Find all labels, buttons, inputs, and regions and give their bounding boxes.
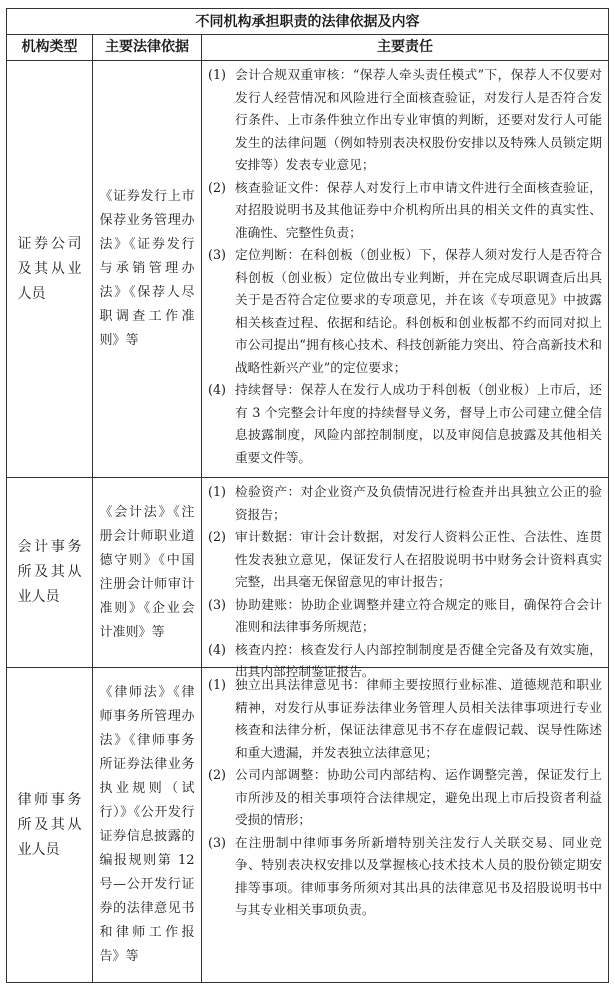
responsibility-item: (2) 核查验证文件：保荐人对发行上市申请文件进行全面核查验证，对招股说明书及其他证券中介机构所出具的相关文件的真实性、准确性、完整性负责； [208, 179, 602, 240]
responsibility-cell [202, 674, 602, 922]
institution-type-cell: 会计事务所及其从业人员 [17, 539, 82, 605]
legal-basis-cell: 《律师法》《律师事务所管理办法》《律师事务所证券法律业务执业规则（试行）》《公开发行证券信息披露的编报规则第 12 号—公开发行证券的法律意见书和律师工作报告》等 [99, 685, 195, 964]
responsibility-table [6, 8, 609, 983]
header-institution-type: 机构类型 [21, 39, 78, 55]
table-header-row [7, 35, 608, 61]
legal-basis-cell: 《证券发行上市保荐业务管理办法》《证券发行与承销管理办法》《保荐人尽职调查工作准则》等 [99, 189, 195, 348]
table-row [7, 478, 608, 679]
responsibility-item: (3) 协助建账：协助企业调整并建立符合规定的账目，确保符合会计准则和法律事务所规范； [208, 596, 602, 634]
table-title: 不同机构承担职责的法律依据及内容 [7, 9, 608, 35]
responsibility-item: (1) 独立出具法律意见书：律师主要按照行业标准、道德规范和职业精神，对发行从事证券法律业务管理人员相关法律事项进行专业核查和法律分析，保证法律意见书不存在虚假记载、误导性陈述和重大遗漏，并发表独立法律意见； [208, 677, 602, 760]
table-row [7, 61, 608, 478]
header-legal-basis: 主要法律依据 [105, 39, 189, 55]
legal-basis-cell: 《会计法》《注册会计师职业道德守则》《中国注册会计师审计准则》《企业会计准则》等 [99, 504, 195, 640]
header-main-responsibility: 主要责任 [377, 39, 433, 55]
responsibility-item: (2) 审计数据：审计会计数据，对发行人资料公正性、合法性、连贯性发表独立意见，保证发行人在招股说明书中财务会计资料真实完整，出具毫无保留意见的审计报告； [208, 529, 602, 589]
responsibility-item: (3) 定位判断：在科创板（创业板）下，保荐人须对发行人是否符合科创板（创业板）定位做出专业判断，并在完成尽职调查后出具关于是否符合定位要求的专项意见，并在该《专项意见》中披露相关核查过程、依据和结论。科创板和创业板都不约而同对拟上市公司提出“拥有核心技术、科技创新能力突出、符合高新技术和战略性新兴产业”的定位要求； [208, 247, 602, 375]
responsibility-item: (4) 核查内控：核查发行人内部控制制度是否健全完备及有效实施，出具内部控制鉴证报告。 [208, 641, 602, 679]
responsibility-item: (1) 会计合规双重审核：“保荐人牵头责任模式”下，保荐人不仅要对发行人经营情况和风险进行全面核查验证，对发行人是否符合发行条件、上市条件独立作出专业审慎的判断，还要对发行人可能发生的法律问题（例如特别表决权股份安排以及特殊人员锁定期安排等）发表专业意见； [208, 67, 602, 172]
responsibility-item: (2) 公司内部调整：协助公司内部结构、运作调整完善，保证发行上市所涉及的相关事项符合法律规定，避免出现上市后投资者利益受损的情形； [208, 767, 602, 827]
responsibility-cell [202, 64, 602, 469]
responsibility-item: (3) 在注册制中律师事务所新增特别关注发行人关联交易、同业竞争、特别表决权安排以及掌握核心技术技术人员的股份锁定期安排等事项。律师事务所须对其出具的法律意见书及招股说明书中与其专业相关事项负责。 [208, 834, 602, 917]
institution-type-cell: 证券公司及其从业人员 [17, 235, 82, 302]
responsibility-item: (4) 持续督导：保荐人在发行人成功于科创板（创业板）上市后，还有 3 个完整会计年度的持续督导义务，督导上市公司建立健全信息披露制度，风险内部控制制度，以及审阅信息披露及其他相关重要文件等。 [208, 382, 602, 465]
responsibility-cell [202, 481, 602, 684]
table-row [7, 668, 608, 982]
institution-type-cell: 律师事务所及其从业人员 [17, 791, 82, 858]
responsibility-item: (1) 检验资产：对企业资产及负债情况进行检查并出具独立公正的验资报告； [208, 484, 602, 522]
